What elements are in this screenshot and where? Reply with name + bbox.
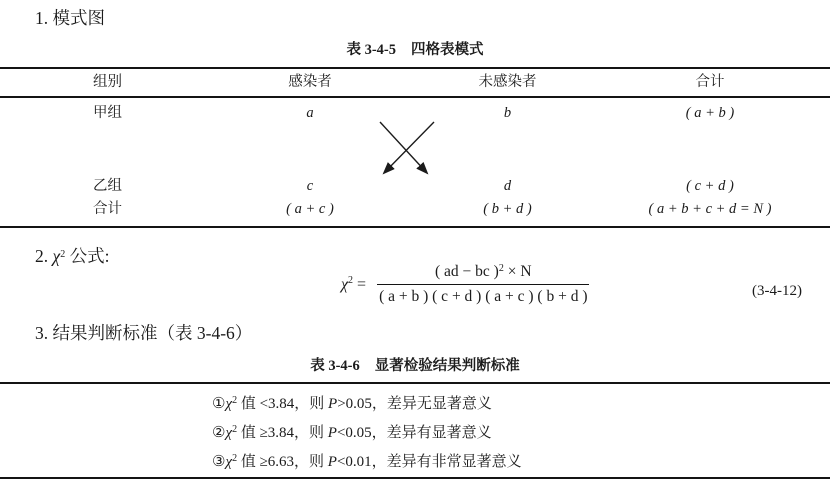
table1-header-infected: 感染者	[288, 74, 332, 90]
criterion-text: 值 ≥6.63，则	[237, 454, 328, 470]
table1-row2-total: ( c + d )	[686, 178, 734, 194]
circled-number: ①	[212, 396, 226, 412]
chi-symbol: χ	[225, 454, 233, 470]
table2-caption	[0, 354, 830, 375]
p-symbol: P	[327, 454, 337, 470]
table1-row2-c: c	[306, 178, 314, 194]
criterion-text: 值 <3.84，则	[237, 396, 329, 412]
formula-numerator	[377, 263, 589, 285]
table1-row1-total: ( a + b )	[685, 105, 735, 121]
circled-number: ②	[212, 425, 226, 441]
formula-lhs	[341, 276, 366, 294]
table1-caption-title: 四格表模式	[411, 42, 484, 58]
table2-caption-title: 显著检验结果判断标准	[374, 358, 520, 374]
section3-heading: 3. 结果判断标准（表 3-4-6）	[35, 323, 253, 343]
equation-number: (3-4-12)	[752, 283, 802, 299]
numerator-tail: × N	[503, 263, 532, 280]
table1-header-total: 合计	[695, 74, 725, 90]
chi-symbol: χ	[225, 396, 233, 412]
circled-number: ③	[212, 454, 226, 470]
table1-header-group: 组别	[93, 74, 122, 90]
table1-bottom-rule	[0, 226, 830, 228]
numerator-main: ( ad − bc )	[435, 263, 499, 280]
table1-row2-label: 乙组	[93, 178, 122, 194]
table1-row3-ac: ( a + c )	[286, 201, 334, 217]
table1-row3-label: 合计	[93, 201, 122, 217]
table1-top-rule	[0, 67, 830, 69]
criterion-row-1	[212, 392, 492, 413]
table2-top-rule	[0, 382, 830, 384]
table1-header-noninfected: 未感染者	[478, 74, 537, 90]
table-row	[0, 174, 830, 198]
crossing-diagonal-arrows-icon	[372, 116, 442, 182]
criterion-row-2	[212, 421, 492, 442]
chi-superscript: 2	[60, 248, 66, 260]
chi-symbol: χ	[52, 246, 61, 266]
table1-row2-d: d	[503, 178, 512, 194]
p-symbol: P	[328, 396, 338, 412]
criterion-row-3	[212, 450, 522, 471]
table1-caption-label: 表 3-4-5	[346, 42, 397, 58]
section2-heading	[35, 243, 109, 268]
numerator-superscript: 2	[498, 262, 504, 274]
chi-superscript: 2	[232, 394, 238, 406]
chi-square-formula	[341, 263, 589, 306]
chi-superscript: 2	[232, 423, 238, 435]
chi-symbol: χ	[341, 275, 349, 293]
table1-row1-label: 甲组	[93, 105, 122, 121]
chi-symbol: χ	[225, 425, 233, 441]
criterion-text: 值 ≥3.84，则	[237, 425, 328, 441]
table1-row1-b: b	[503, 105, 512, 121]
table1-row1-a: a	[306, 105, 314, 121]
criterion-text: <0.01，差异有非常显著意义	[336, 454, 522, 470]
table1-row3-bd: ( b + d )	[483, 201, 532, 217]
criterion-text: >0.05，差异无显著意义	[337, 396, 492, 412]
equals-sign: =	[357, 275, 367, 293]
chi-superscript: 2	[348, 275, 354, 286]
table2-caption-label: 表 3-4-6	[310, 358, 360, 374]
formula-denominator: ( a + b ) ( c + d ) ( a + c ) ( b + d )	[379, 288, 588, 305]
table1-caption	[0, 38, 830, 59]
table1-header-rule	[0, 96, 830, 98]
table2-bottom-rule	[0, 477, 830, 479]
chi-superscript: 2	[232, 452, 238, 464]
table1-header-row	[0, 70, 830, 94]
table1-row3-n: ( a + b + c + d = N )	[648, 201, 772, 217]
section1-heading: 1. 模式图	[35, 8, 105, 28]
table-row	[0, 197, 830, 221]
p-symbol: P	[327, 425, 337, 441]
section2-suffix: 公式:	[65, 246, 110, 266]
criterion-text: <0.05，差异有显著意义	[336, 425, 492, 441]
formula-fraction	[377, 263, 589, 306]
section2-prefix: 2.	[35, 246, 53, 266]
